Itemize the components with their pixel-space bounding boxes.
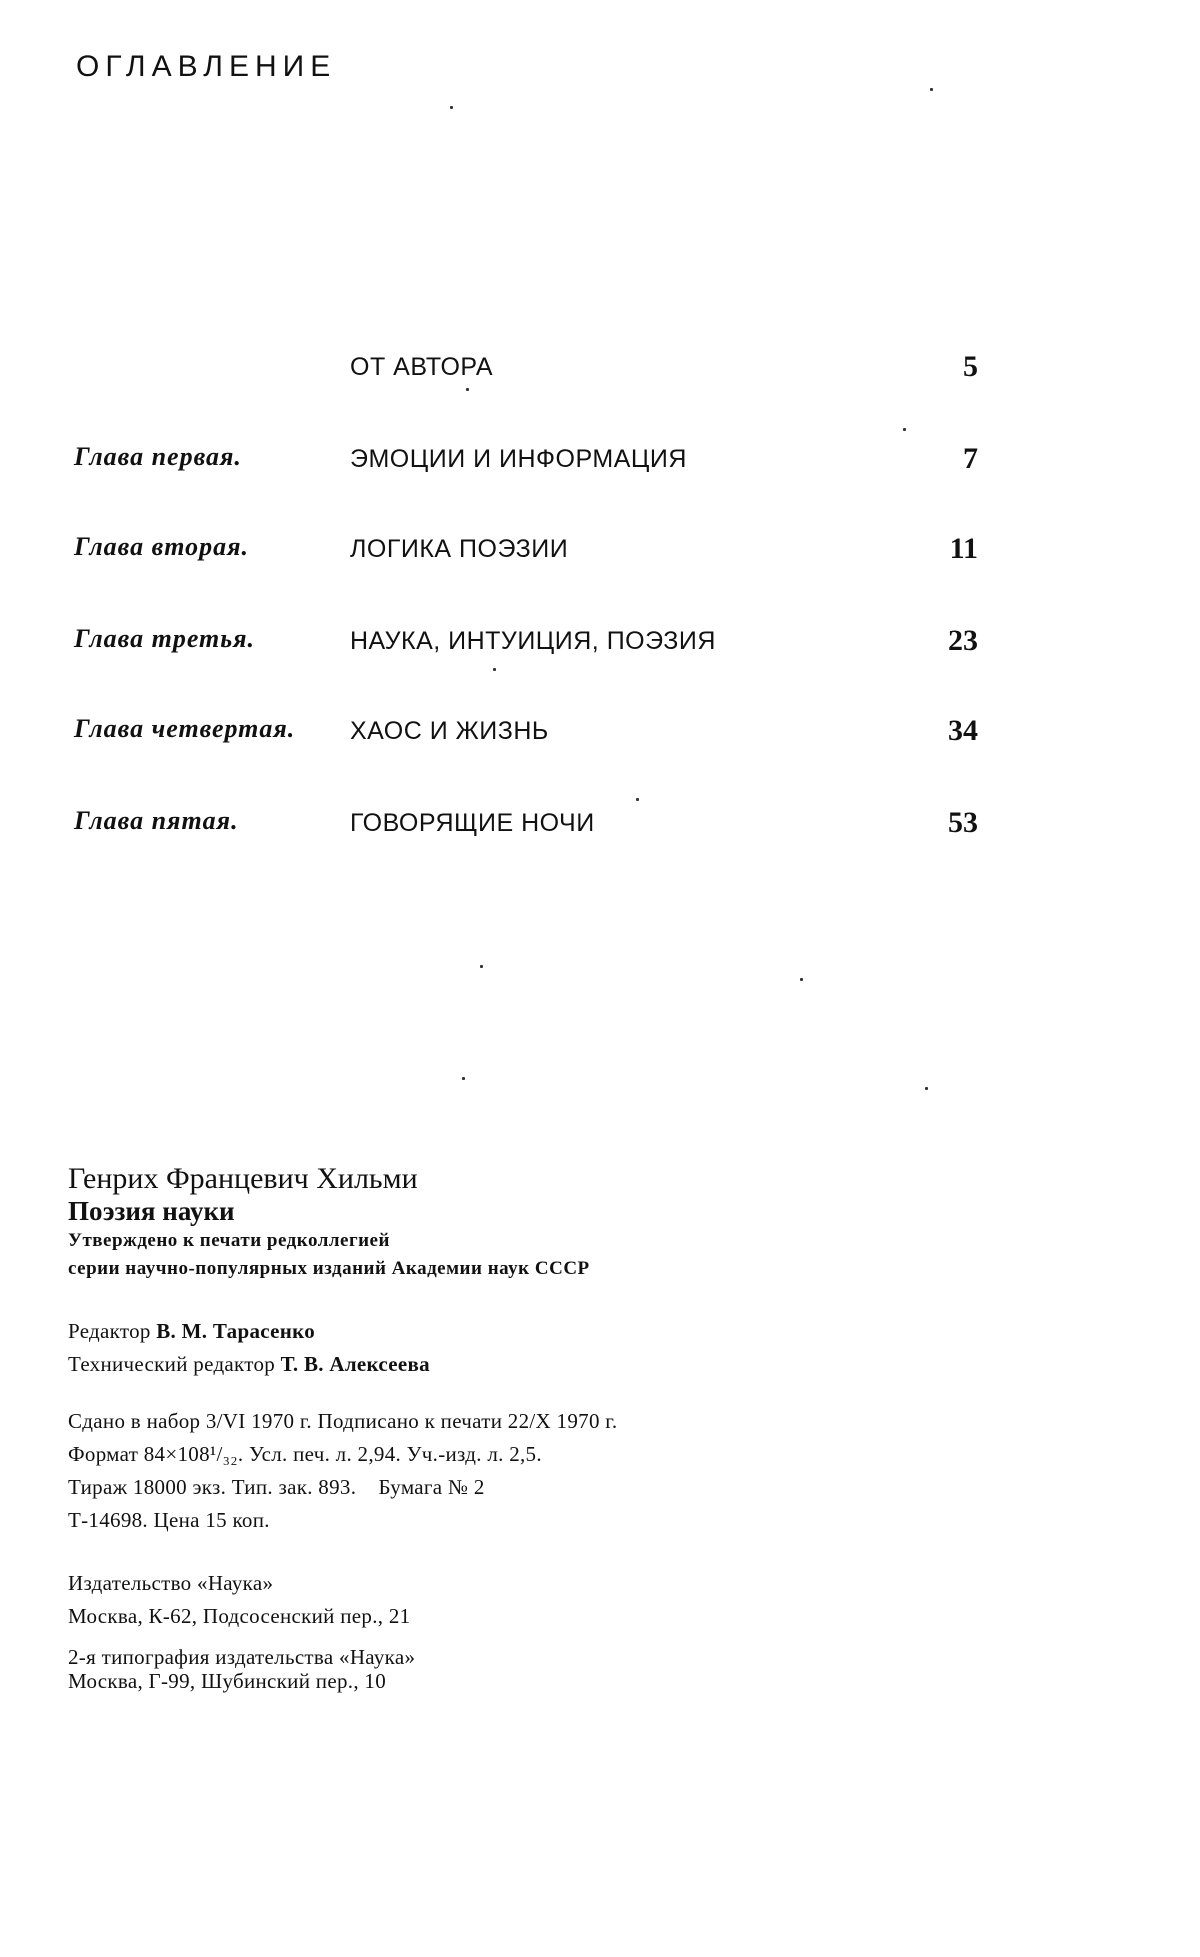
tech-editor-label: Технический редактор [68, 1352, 276, 1376]
toc-entry-chapter-2 [0, 532, 1200, 572]
scan-speck [800, 978, 803, 981]
tech-editor-name: Т. В. Алексеева [280, 1352, 430, 1376]
print-detail-line: Сдано в набор 3/VI 1970 г. Подписано к печати 22/X 1970 г. [68, 1409, 618, 1433]
publisher-line: Издательство «Наука» [68, 1571, 274, 1595]
imprint-block [68, 1162, 1068, 1693]
print-detail-line: Тираж 18000 экз. Тип. зак. 893. Бумага № 2 [68, 1475, 485, 1499]
tech-editor-line [68, 1348, 1068, 1381]
toc-entry-chapter-4 [0, 714, 1200, 754]
toc-chapter-label: Глава пятая. [74, 806, 239, 835]
toc-chapter-label: Глава четвертая. [74, 714, 296, 743]
approval-note [68, 1227, 1068, 1283]
toc-entry-title: ОТ АВТОРА [350, 353, 494, 381]
toc-entry-title: ХАОС И ЖИЗНЬ [350, 717, 549, 745]
printer-line: Москва, Г-99, Шубинский пер., 10 [68, 1669, 387, 1693]
toc-entry-chapter-5 [0, 806, 1200, 846]
scan-speck [903, 428, 906, 431]
toc-entry-title: ЛОГИКА ПОЭЗИИ [350, 535, 569, 563]
toc-page-number: 23 [948, 624, 978, 657]
toc-page-number: 53 [948, 806, 978, 839]
scan-speck [930, 88, 933, 91]
editor-name: В. М. Тарасенко [156, 1319, 316, 1343]
toc-chapter-label: Глава первая. [74, 442, 242, 471]
toc-page-number: 5 [963, 350, 978, 383]
publisher-line: Москва, К-62, Подсосенский пер., 21 [68, 1604, 411, 1628]
approval-line: серии научно-популярных изданий Академии наук СССР [68, 1258, 590, 1279]
toc-page-number: 34 [948, 714, 978, 747]
toc-chapter-label: Глава третья. [74, 624, 256, 653]
toc-entry-chapter-3 [0, 624, 1200, 664]
toc-entry-title: ГОВОРЯЩИЕ НОЧИ [350, 809, 595, 837]
scan-speck [466, 388, 469, 391]
book-title: Поэзия науки [68, 1196, 235, 1226]
scan-speck [493, 668, 496, 671]
print-detail-line: Формат 84×108¹/₃₂. Усл. печ. л. 2,94. Уч.-изд. л. 2,5. [68, 1442, 542, 1466]
print-details [68, 1405, 1068, 1537]
scan-speck [462, 1077, 465, 1080]
scan-speck [925, 1087, 928, 1090]
printer [68, 1645, 1068, 1693]
toc-chapter-label: Глава вторая. [74, 532, 249, 561]
toc-entry-title: НАУКА, ИНТУИЦИЯ, ПОЭЗИЯ [350, 627, 716, 655]
editors [68, 1315, 1068, 1381]
toc-entry-title: ЭМОЦИИ И ИНФОРМАЦИЯ [350, 445, 687, 473]
publisher [68, 1567, 1068, 1633]
print-detail-line: Т-14698. Цена 15 коп. [68, 1508, 270, 1532]
author-name: Генрих Францевич Хильми [68, 1162, 418, 1195]
printer-line: 2-я типография издательства «Наука» [68, 1645, 416, 1669]
toc-page-number: 11 [949, 532, 978, 565]
scan-speck [480, 965, 483, 968]
scan-speck [636, 798, 639, 801]
editor-label: Редактор [68, 1319, 151, 1343]
toc-heading: ОГЛАВЛЕНИЕ [76, 50, 337, 83]
editor-line [68, 1315, 1068, 1348]
toc-entry-chapter-1 [0, 442, 1200, 482]
toc-entry-foreword [0, 350, 1200, 390]
approval-line: Утверждено к печати редколлегией [68, 1230, 390, 1251]
scan-speck [450, 106, 453, 109]
toc-page-number: 7 [963, 442, 978, 475]
